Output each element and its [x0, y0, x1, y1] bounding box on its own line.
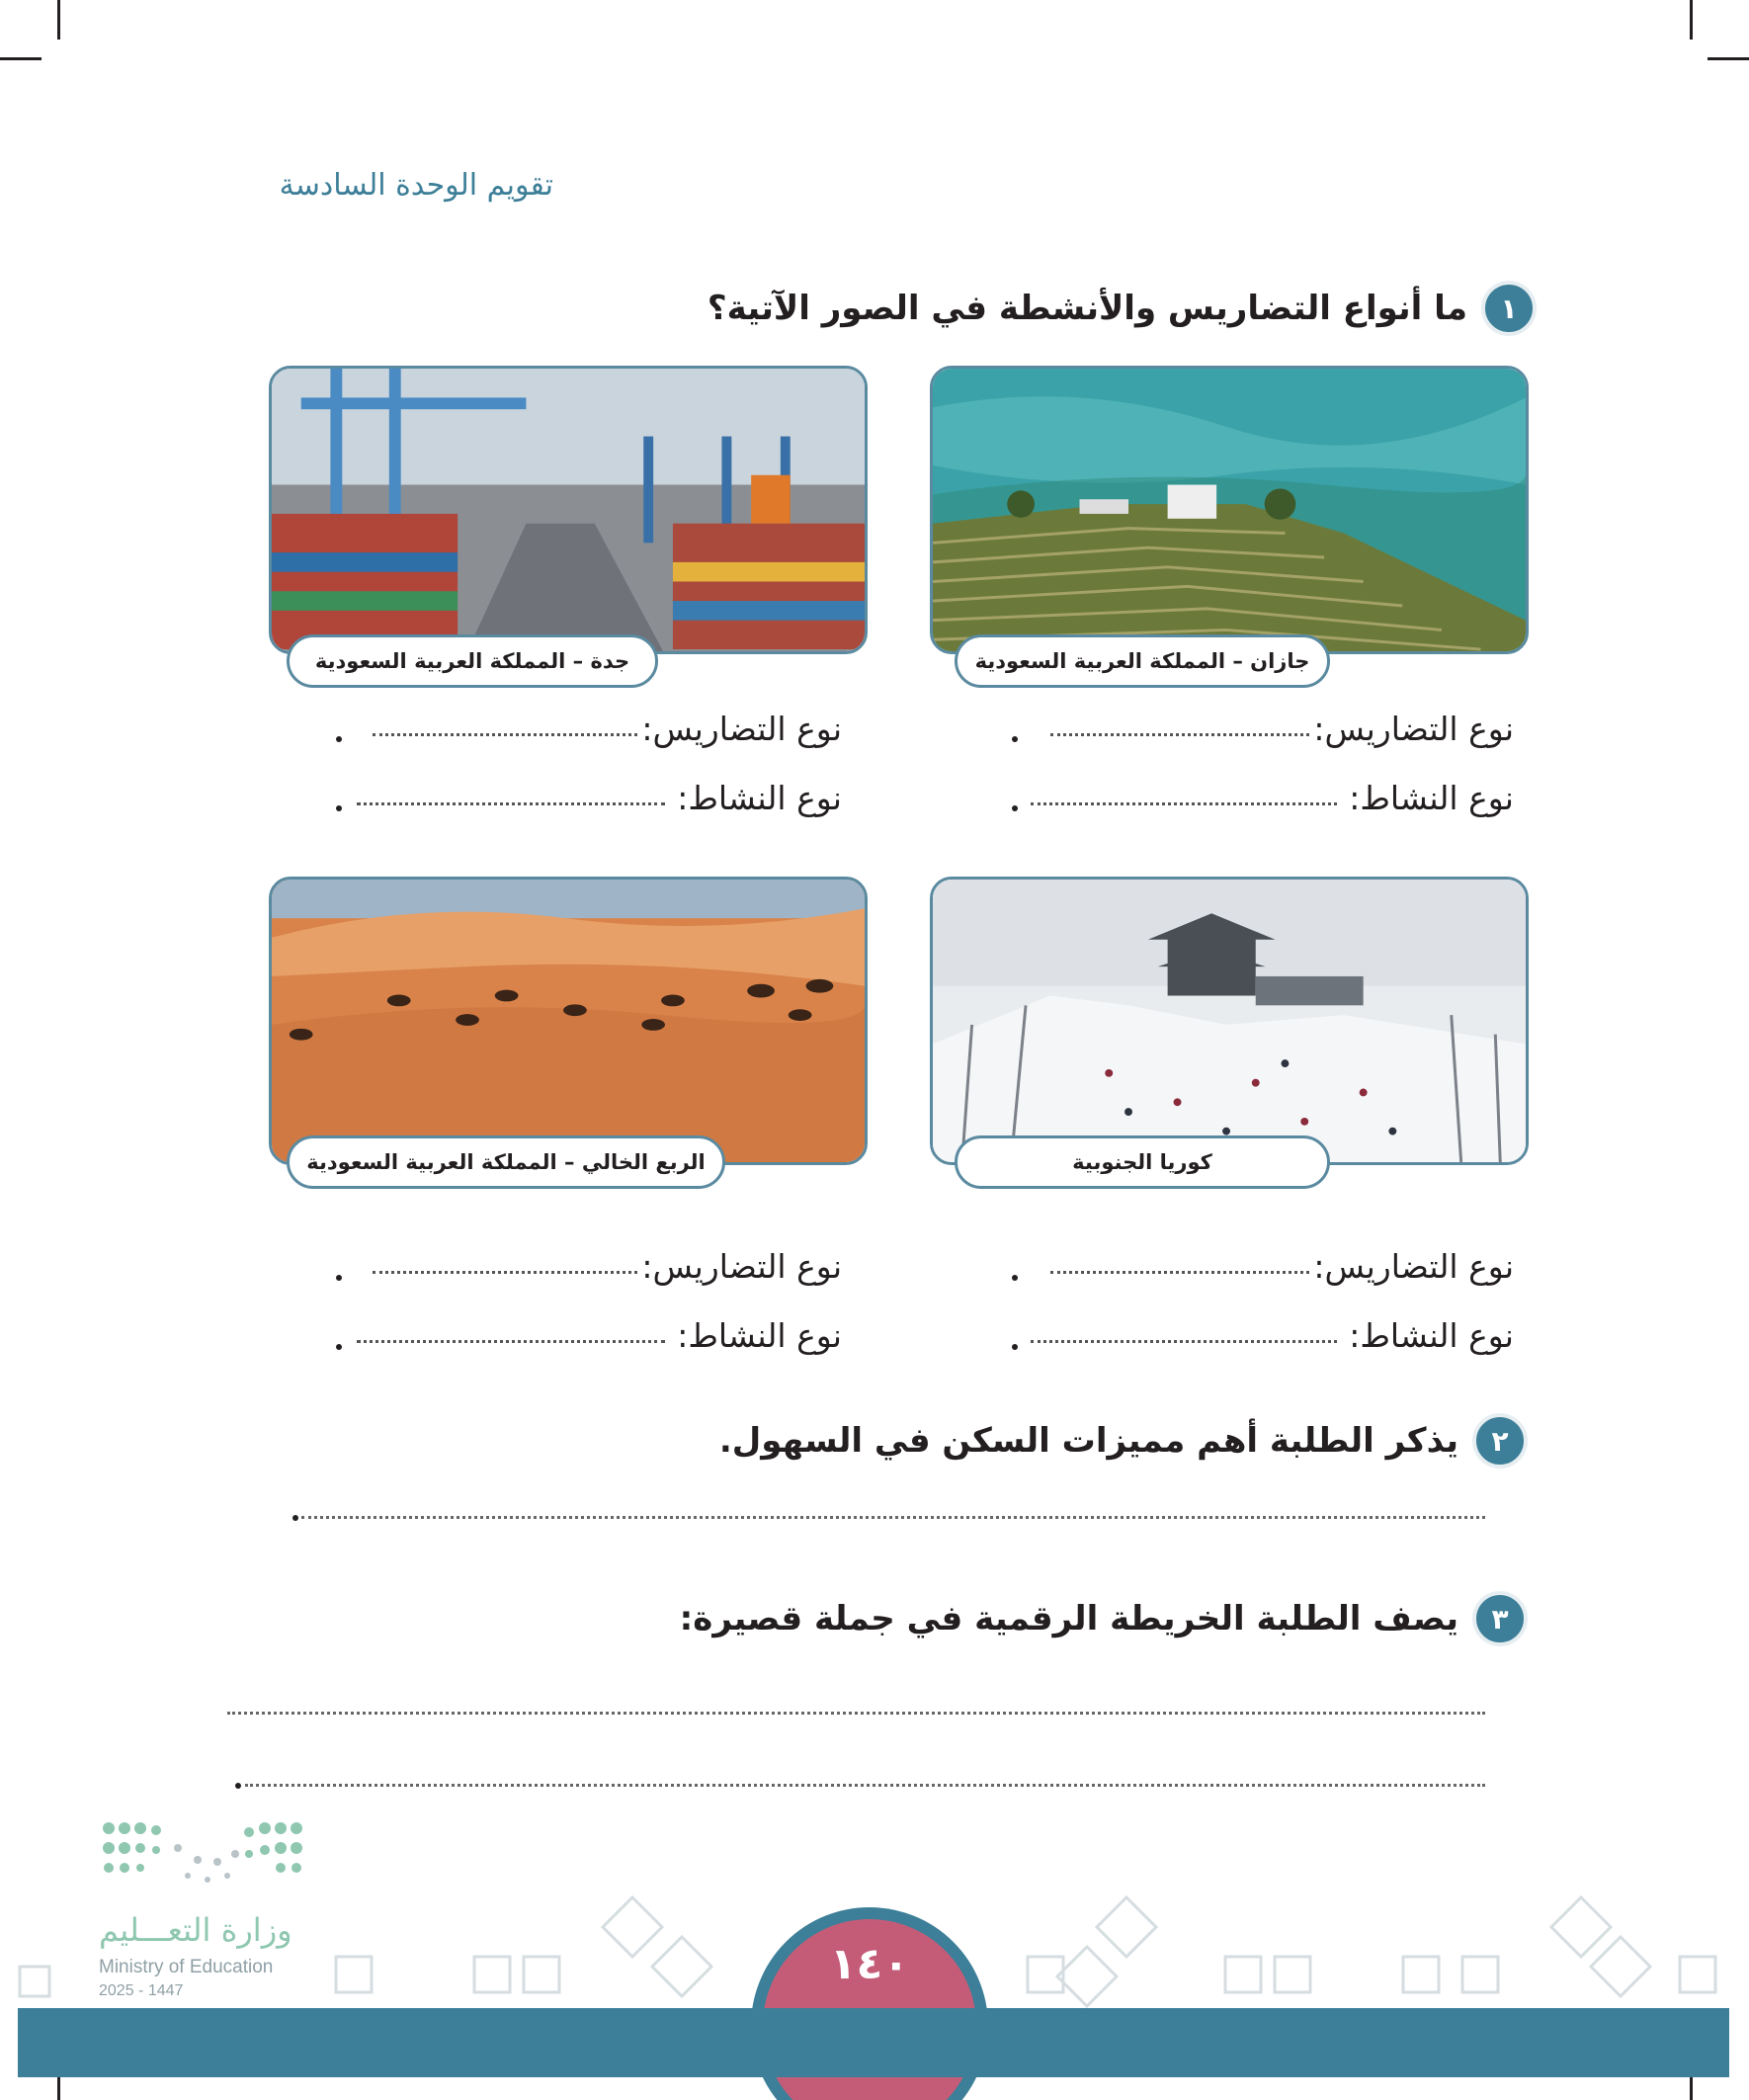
- end-dot: [336, 1344, 342, 1350]
- end-dot: [1012, 736, 1018, 742]
- photo-jeddah: [269, 366, 868, 654]
- terrain-label: نوع التضاريس:: [1313, 1247, 1514, 1286]
- end-dot: [235, 1783, 241, 1789]
- answer-activity-jazan: [1027, 779, 1514, 817]
- terrain-label: نوع التضاريس:: [641, 710, 842, 748]
- end-dot: [336, 736, 342, 742]
- answer-line[interactable]: [301, 1516, 1485, 1519]
- end-dot: [1012, 1275, 1018, 1281]
- activity-label: نوع النشاط:: [1349, 1316, 1514, 1355]
- korea-image: [933, 880, 1526, 1162]
- answer-line[interactable]: [245, 1784, 1485, 1787]
- end-dot: [336, 805, 342, 811]
- activity-label: نوع النشاط:: [677, 779, 842, 817]
- activity-label: نوع النشاط:: [1349, 779, 1514, 817]
- question-text: يذكر الطلبة أهم مميزات السكن في السهول.: [718, 1421, 1458, 1461]
- answer-terrain-korea: [1046, 1247, 1514, 1286]
- crop-mark: [57, 0, 60, 40]
- ministry-name-arabic: وزارة التعـــليم: [99, 1911, 292, 1949]
- crop-mark: [1690, 0, 1693, 40]
- activity-label: نوع النشاط:: [677, 1316, 842, 1355]
- question-number-badge: ٢: [1472, 1413, 1528, 1469]
- answer-line[interactable]: [227, 1712, 1485, 1715]
- answer-field[interactable]: [1050, 733, 1309, 736]
- answer-field[interactable]: [373, 1271, 637, 1274]
- answer-activity-jeddah: [353, 779, 842, 817]
- end-dot: [336, 1275, 342, 1281]
- question-2: [719, 1413, 1528, 1469]
- question-number-badge: ٣: [1472, 1591, 1528, 1646]
- end-dot: [1012, 1344, 1018, 1350]
- photo-caption: جدة – المملكة العربية السعودية: [287, 634, 658, 688]
- end-dot: [1012, 805, 1018, 811]
- crop-mark: [0, 57, 42, 60]
- answer-field[interactable]: [357, 802, 665, 805]
- photo-caption: جازان – المملكة العربية السعودية: [955, 634, 1330, 688]
- end-dot: [292, 1515, 298, 1521]
- jeddah-image: [272, 369, 865, 651]
- answer-terrain-jazan: [1046, 710, 1514, 748]
- photo-south-korea: [930, 877, 1529, 1165]
- question-text: يصف الطلبة الخريطة الرقمية في جملة قصيرة:: [679, 1599, 1458, 1638]
- question-number-badge: ١: [1481, 281, 1537, 336]
- question-1: [708, 281, 1537, 336]
- empty-quarter-image: [272, 880, 865, 1162]
- photo-caption: الربع الخالي – المملكة العربية السعودية: [287, 1135, 725, 1189]
- terrain-label: نوع التضاريس:: [641, 1247, 842, 1286]
- answer-field[interactable]: [357, 1340, 665, 1343]
- question-text: ما أنواع التضاريس والأنشطة في الصور الآتية؟: [707, 289, 1467, 328]
- answer-terrain-empty-quarter: [369, 1247, 842, 1286]
- jazan-image: [933, 369, 1526, 651]
- answer-terrain-jeddah: [369, 710, 842, 748]
- photo-empty-quarter: [269, 877, 868, 1165]
- answer-field[interactable]: [1031, 1340, 1337, 1343]
- answer-activity-korea: [1027, 1316, 1514, 1355]
- answer-activity-empty-quarter: [353, 1316, 842, 1355]
- answer-field[interactable]: [373, 733, 637, 736]
- edition-year: 2025 - 1447: [99, 1982, 184, 1999]
- ministry-logo-icon: [99, 1818, 316, 1888]
- footer-bar: [18, 2008, 1729, 2077]
- terrain-label: نوع التضاريس:: [1313, 710, 1514, 748]
- answer-field[interactable]: [1031, 802, 1337, 805]
- photo-jazan: [930, 366, 1529, 654]
- page-number: ١٤٠: [829, 1939, 910, 1989]
- photo-caption: كوريا الجنوبية: [955, 1135, 1330, 1189]
- answer-field[interactable]: [1050, 1271, 1309, 1274]
- ministry-name-english: Ministry of Education: [99, 1957, 274, 1977]
- unit-assessment-title: تقويم الوحدة السادسة: [279, 168, 553, 203]
- crop-mark: [1707, 57, 1749, 60]
- question-3: [680, 1591, 1528, 1646]
